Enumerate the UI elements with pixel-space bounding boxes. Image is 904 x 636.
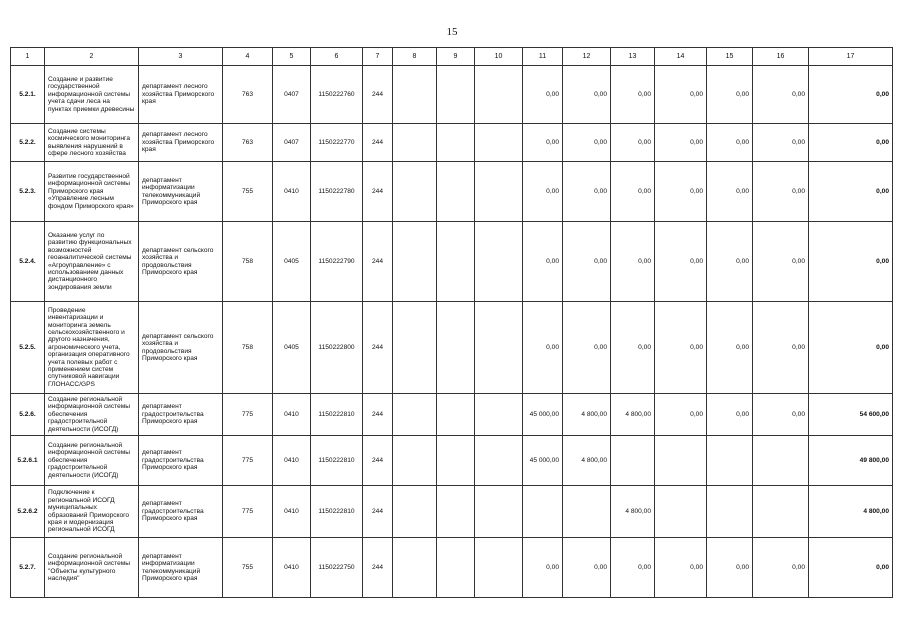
cell-section-code: 0405 xyxy=(273,302,311,394)
cell-target-article: 1150222810 xyxy=(311,436,363,486)
column-header: 12 xyxy=(563,48,611,66)
cell-expense-type: 244 xyxy=(363,66,393,124)
cell-value: 0,00 xyxy=(707,222,753,302)
row-title: Проведение инвентаризации и мониторинга земель сельскохозяйственного и другого назначения, агрономического учета, организация оперативного учета полевых работ с применением систем спутниковой навигации ГЛОНАСС/GPS xyxy=(45,302,139,394)
cell-target-article: 1150222760 xyxy=(311,66,363,124)
row-code: 5.2.2. xyxy=(11,124,45,162)
cell-value: 4 800,00 xyxy=(563,394,611,436)
row-title: Создание системы космического мониторинга выявления нарушений в сфере лесного хозяйства xyxy=(45,124,139,162)
table-row xyxy=(11,66,893,124)
cell-value: 45 000,00 xyxy=(523,394,563,436)
table-row xyxy=(11,124,893,162)
cell-gp-code: 763 xyxy=(223,124,273,162)
cell-total: 0,00 xyxy=(809,66,893,124)
cell-value xyxy=(475,486,523,538)
row-title: Создание региональной информационной системы обеспечения градостроительной деятельности (ИСОГД) xyxy=(45,436,139,486)
column-header: 4 xyxy=(223,48,273,66)
cell-total: 0,00 xyxy=(809,124,893,162)
cell-value: 0,00 xyxy=(523,66,563,124)
cell-value xyxy=(475,538,523,598)
cell-value xyxy=(753,486,809,538)
cell-value xyxy=(393,302,437,394)
cell-value xyxy=(563,486,611,538)
cell-value: 0,00 xyxy=(611,162,655,222)
row-code: 5.2.7. xyxy=(11,538,45,598)
cell-gp-code: 758 xyxy=(223,302,273,394)
column-header: 17 xyxy=(809,48,893,66)
column-header: 14 xyxy=(655,48,707,66)
cell-value xyxy=(475,222,523,302)
cell-value xyxy=(393,162,437,222)
cell-total: 54 600,00 xyxy=(809,394,893,436)
cell-value xyxy=(393,436,437,486)
row-code: 5.2.4. xyxy=(11,222,45,302)
table-row xyxy=(11,486,893,538)
row-department: департамент сельского хозяйства и продовольствия Приморского края xyxy=(139,302,223,394)
cell-target-article: 1150222770 xyxy=(311,124,363,162)
table-row xyxy=(11,162,893,222)
cell-gp-code: 755 xyxy=(223,162,273,222)
cell-value: 0,00 xyxy=(523,162,563,222)
cell-expense-type: 244 xyxy=(363,222,393,302)
cell-value: 0,00 xyxy=(611,538,655,598)
row-department: департамент информатизации телекоммуникаций Приморского края xyxy=(139,162,223,222)
cell-value xyxy=(753,436,809,486)
cell-value: 0,00 xyxy=(523,538,563,598)
row-title: Развитие государственной информационной системы Приморского края «Управление лесным фондом Приморского края» xyxy=(45,162,139,222)
cell-value xyxy=(437,302,475,394)
row-department: департамент лесного хозяйства Приморского края xyxy=(139,124,223,162)
cell-value: 0,00 xyxy=(707,162,753,222)
cell-value xyxy=(475,436,523,486)
page-number: 15 xyxy=(446,26,458,38)
cell-value xyxy=(437,222,475,302)
cell-target-article: 1150222750 xyxy=(311,538,363,598)
cell-value xyxy=(475,66,523,124)
cell-value: 0,00 xyxy=(655,302,707,394)
cell-total: 0,00 xyxy=(809,302,893,394)
cell-value: 0,00 xyxy=(611,124,655,162)
column-header: 10 xyxy=(475,48,523,66)
column-header: 5 xyxy=(273,48,311,66)
column-header: 16 xyxy=(753,48,809,66)
cell-gp-code: 755 xyxy=(223,538,273,598)
cell-value xyxy=(707,436,753,486)
table-body xyxy=(11,66,893,598)
cell-gp-code: 775 xyxy=(223,486,273,538)
cell-target-article: 1150222800 xyxy=(311,302,363,394)
cell-expense-type: 244 xyxy=(363,436,393,486)
cell-total: 4 800,00 xyxy=(809,486,893,538)
cell-value: 0,00 xyxy=(563,538,611,598)
row-title: Оказание услуг по развитию функциональных возможностей геоаналитической системы «Агроуправление» с использованием данных дистанционного зондирования земли xyxy=(45,222,139,302)
cell-expense-type: 244 xyxy=(363,538,393,598)
cell-value: 0,00 xyxy=(753,162,809,222)
cell-total: 49 800,00 xyxy=(809,436,893,486)
cell-value xyxy=(475,394,523,436)
cell-target-article: 1150222780 xyxy=(311,162,363,222)
row-code: 5.2.5. xyxy=(11,302,45,394)
row-department: департамент сельского хозяйства и продовольствия Приморского края xyxy=(139,222,223,302)
cell-value: 0,00 xyxy=(753,538,809,598)
column-header: 11 xyxy=(523,48,563,66)
cell-value: 0,00 xyxy=(753,302,809,394)
cell-value: 0,00 xyxy=(655,162,707,222)
table-row xyxy=(11,394,893,436)
cell-total: 0,00 xyxy=(809,162,893,222)
cell-value xyxy=(393,66,437,124)
cell-value: 0,00 xyxy=(707,302,753,394)
table-row xyxy=(11,436,893,486)
cell-value: 0,00 xyxy=(523,222,563,302)
cell-value xyxy=(437,124,475,162)
cell-section-code: 0410 xyxy=(273,436,311,486)
cell-value xyxy=(393,124,437,162)
cell-value: 45 000,00 xyxy=(523,436,563,486)
cell-value xyxy=(437,436,475,486)
cell-value xyxy=(437,162,475,222)
header-row xyxy=(11,48,893,66)
cell-value xyxy=(437,538,475,598)
cell-expense-type: 244 xyxy=(363,394,393,436)
cell-value: 0,00 xyxy=(563,162,611,222)
cell-value xyxy=(475,124,523,162)
column-header: 9 xyxy=(437,48,475,66)
cell-value xyxy=(655,486,707,538)
cell-value: 0,00 xyxy=(563,66,611,124)
cell-total: 0,00 xyxy=(809,222,893,302)
row-code: 5.2.6.1 xyxy=(11,436,45,486)
row-code: 5.2.1. xyxy=(11,66,45,124)
cell-value xyxy=(437,486,475,538)
row-department: департамент градостроительства Приморского края xyxy=(139,394,223,436)
column-header: 13 xyxy=(611,48,655,66)
cell-value: 0,00 xyxy=(707,124,753,162)
column-header: 2 xyxy=(45,48,139,66)
column-header: 7 xyxy=(363,48,393,66)
row-title: Создание региональной информационной системы "Объекты культурного наследия" xyxy=(45,538,139,598)
cell-value: 0,00 xyxy=(523,302,563,394)
cell-value xyxy=(707,486,753,538)
cell-value: 0,00 xyxy=(655,222,707,302)
cell-value: 0,00 xyxy=(707,538,753,598)
cell-value: 0,00 xyxy=(563,124,611,162)
cell-value: 0,00 xyxy=(655,66,707,124)
cell-target-article: 1150222790 xyxy=(311,222,363,302)
cell-section-code: 0407 xyxy=(273,124,311,162)
cell-target-article: 1150222810 xyxy=(311,486,363,538)
cell-target-article: 1150222810 xyxy=(311,394,363,436)
row-title: Создание и развитие государственной информационной системы учета сдачи леса на пунктах приемки древесины xyxy=(45,66,139,124)
row-code: 5.2.6. xyxy=(11,394,45,436)
cell-total: 0,00 xyxy=(809,538,893,598)
column-header: 1 xyxy=(11,48,45,66)
cell-value xyxy=(437,394,475,436)
cell-expense-type: 244 xyxy=(363,124,393,162)
column-header: 8 xyxy=(393,48,437,66)
cell-value xyxy=(393,486,437,538)
column-header: 3 xyxy=(139,48,223,66)
row-department: департамент градостроительства Приморского края xyxy=(139,436,223,486)
cell-value: 0,00 xyxy=(655,538,707,598)
cell-gp-code: 775 xyxy=(223,394,273,436)
row-department: департамент градостроительства Приморского края xyxy=(139,486,223,538)
cell-value: 0,00 xyxy=(753,222,809,302)
table-row xyxy=(11,538,893,598)
cell-value xyxy=(393,222,437,302)
budget-table xyxy=(10,47,893,598)
cell-value xyxy=(475,162,523,222)
cell-value xyxy=(523,486,563,538)
cell-value: 0,00 xyxy=(707,66,753,124)
row-department: департамент информатизации телекоммуникаций Приморского края xyxy=(139,538,223,598)
cell-value xyxy=(437,66,475,124)
cell-value: 0,00 xyxy=(655,394,707,436)
table-header xyxy=(11,48,893,66)
cell-value xyxy=(655,436,707,486)
cell-value: 0,00 xyxy=(523,124,563,162)
cell-value xyxy=(393,538,437,598)
cell-value: 0,00 xyxy=(563,222,611,302)
cell-value: 0,00 xyxy=(611,66,655,124)
cell-value: 0,00 xyxy=(753,394,809,436)
cell-value: 0,00 xyxy=(707,394,753,436)
cell-gp-code: 758 xyxy=(223,222,273,302)
cell-value: 4 800,00 xyxy=(611,394,655,436)
row-code: 5.2.6.2 xyxy=(11,486,45,538)
cell-value xyxy=(393,394,437,436)
cell-expense-type: 244 xyxy=(363,486,393,538)
cell-value xyxy=(475,302,523,394)
table-row xyxy=(11,222,893,302)
row-code: 5.2.3. xyxy=(11,162,45,222)
table-row xyxy=(11,302,893,394)
cell-gp-code: 775 xyxy=(223,436,273,486)
cell-value: 0,00 xyxy=(753,66,809,124)
row-department: департамент лесного хозяйства Приморского края xyxy=(139,66,223,124)
cell-value: 0,00 xyxy=(611,222,655,302)
cell-value: 0,00 xyxy=(611,302,655,394)
row-title: Подключение к региональной ИСОГД муниципальных образований Приморского края и модернизация региональной ИСОГД xyxy=(45,486,139,538)
cell-section-code: 0410 xyxy=(273,394,311,436)
column-header: 6 xyxy=(311,48,363,66)
column-header: 15 xyxy=(707,48,753,66)
cell-section-code: 0410 xyxy=(273,486,311,538)
cell-value: 0,00 xyxy=(655,124,707,162)
cell-value: 4 800,00 xyxy=(611,486,655,538)
cell-section-code: 0405 xyxy=(273,222,311,302)
row-title: Создание региональной информационной системы обеспечения градостроительной деятельности (ИСОГД) xyxy=(45,394,139,436)
cell-expense-type: 244 xyxy=(363,162,393,222)
cell-section-code: 0407 xyxy=(273,66,311,124)
cell-value: 0,00 xyxy=(753,124,809,162)
cell-expense-type: 244 xyxy=(363,302,393,394)
cell-value xyxy=(611,436,655,486)
cell-gp-code: 763 xyxy=(223,66,273,124)
cell-value: 0,00 xyxy=(563,302,611,394)
cell-value: 4 800,00 xyxy=(563,436,611,486)
cell-section-code: 0410 xyxy=(273,538,311,598)
cell-section-code: 0410 xyxy=(273,162,311,222)
